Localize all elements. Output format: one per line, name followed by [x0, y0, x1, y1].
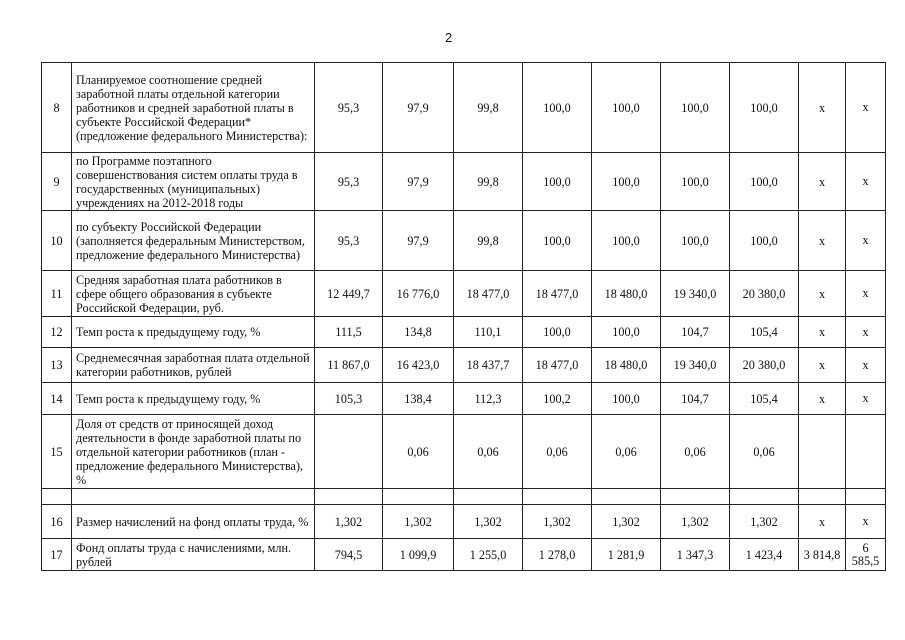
value-cell: 1,302 — [315, 505, 383, 539]
row-description — [72, 489, 315, 505]
value-cell: 1,302 — [730, 505, 799, 539]
value-cell: x — [846, 271, 886, 317]
value-cell — [315, 489, 383, 505]
row-description: Размер начислений на фонд оплаты труда, % — [72, 505, 315, 539]
value-cell: 100,0 — [523, 153, 592, 211]
value-cell: 100,0 — [592, 317, 661, 348]
value-cell: 0,06 — [592, 415, 661, 489]
value-cell — [730, 489, 799, 505]
value-cell: x — [799, 383, 846, 415]
value-cell: 794,5 — [315, 539, 383, 571]
value-cell: 0,06 — [661, 415, 730, 489]
value-cell — [523, 489, 592, 505]
row-number: 16 — [42, 505, 72, 539]
value-cell — [799, 489, 846, 505]
value-cell: 99,8 — [454, 153, 523, 211]
value-cell: x — [799, 271, 846, 317]
row-number: 14 — [42, 383, 72, 415]
value-cell: 20 380,0 — [730, 271, 799, 317]
value-cell: 105,4 — [730, 317, 799, 348]
value-cell: x — [846, 153, 886, 211]
value-cell: 100,0 — [661, 63, 730, 153]
value-cell: 0,06 — [730, 415, 799, 489]
value-cell — [799, 415, 846, 489]
value-cell: 1 099,9 — [383, 539, 454, 571]
value-cell: 20 380,0 — [730, 348, 799, 383]
row-description: Планируемое соотношение средней заработной платы отдельной категории работников и средней заработной платы в субъекте Российской Федерации*(предложение федерального Министерства): — [72, 63, 315, 153]
row-number: 10 — [42, 211, 72, 271]
value-cell: 1,302 — [383, 505, 454, 539]
value-cell: 110,1 — [454, 317, 523, 348]
value-cell: 100,0 — [592, 153, 661, 211]
value-cell — [315, 415, 383, 489]
value-cell: 18 480,0 — [592, 348, 661, 383]
value-cell: 111,5 — [315, 317, 383, 348]
value-cell: x — [846, 63, 886, 153]
value-cell: x — [799, 63, 846, 153]
value-cell: 138,4 — [383, 383, 454, 415]
table-row — [42, 383, 886, 415]
table-row — [42, 415, 886, 489]
row-number: 9 — [42, 153, 72, 211]
value-cell: x — [846, 211, 886, 271]
value-cell: 1 278,0 — [523, 539, 592, 571]
table-body — [42, 63, 886, 571]
row-number: 12 — [42, 317, 72, 348]
value-cell: 16 776,0 — [383, 271, 454, 317]
value-cell: 100,2 — [523, 383, 592, 415]
row-number: 11 — [42, 271, 72, 317]
value-cell: 104,7 — [661, 317, 730, 348]
table-row — [42, 153, 886, 211]
row-description: Доля от средств от приносящей доход деятельности в фонде заработной платы по отдельной категории работников (план - предложение федерального Министерства), % — [72, 415, 315, 489]
value-cell: 100,0 — [730, 63, 799, 153]
value-cell: 16 423,0 — [383, 348, 454, 383]
value-cell: 100,0 — [592, 211, 661, 271]
value-cell: 0,06 — [523, 415, 592, 489]
value-cell: x — [846, 348, 886, 383]
value-cell: 100,0 — [523, 63, 592, 153]
value-cell: 1 255,0 — [454, 539, 523, 571]
table-row — [42, 348, 886, 383]
value-cell: 11 867,0 — [315, 348, 383, 383]
value-cell — [454, 489, 523, 505]
table-row — [42, 539, 886, 571]
row-description: по субъекту Российской Федерации (заполняется федеральным Министерством, предложение федерального Министерства) — [72, 211, 315, 271]
value-cell — [592, 489, 661, 505]
value-cell: 99,8 — [454, 211, 523, 271]
row-description: Темп роста к предыдущему году, % — [72, 383, 315, 415]
value-cell: 105,3 — [315, 383, 383, 415]
value-cell — [383, 489, 454, 505]
value-cell: 19 340,0 — [661, 271, 730, 317]
row-description: Темп роста к предыдущему году, % — [72, 317, 315, 348]
table-row — [42, 505, 886, 539]
salary-indicators-table — [41, 62, 886, 571]
value-cell: 112,3 — [454, 383, 523, 415]
value-cell: 1 423,4 — [730, 539, 799, 571]
row-number: 15 — [42, 415, 72, 489]
table-row — [42, 63, 886, 153]
value-cell: 19 340,0 — [661, 348, 730, 383]
value-cell: 1 281,9 — [592, 539, 661, 571]
value-cell: 1,302 — [523, 505, 592, 539]
value-cell: 1,302 — [592, 505, 661, 539]
value-cell: 12 449,7 — [315, 271, 383, 317]
table-row — [42, 271, 886, 317]
value-cell — [846, 489, 886, 505]
value-cell: 100,0 — [523, 317, 592, 348]
value-cell: 3 814,8 — [799, 539, 846, 571]
value-cell: 95,3 — [315, 153, 383, 211]
row-number: 17 — [42, 539, 72, 571]
table-row — [42, 489, 886, 505]
value-cell: x — [799, 153, 846, 211]
value-cell: 100,0 — [592, 63, 661, 153]
value-cell — [846, 415, 886, 489]
value-cell: x — [846, 505, 886, 539]
value-cell: x — [846, 317, 886, 348]
row-description: Фонд оплаты труда с начислениями, млн. рублей — [72, 539, 315, 571]
value-cell: 1,302 — [661, 505, 730, 539]
table-row — [42, 211, 886, 271]
row-description: Среднемесячная заработная плата отдельной категории работников, рублей — [72, 348, 315, 383]
value-cell: 100,0 — [730, 153, 799, 211]
value-cell: 0,06 — [454, 415, 523, 489]
value-cell: 104,7 — [661, 383, 730, 415]
value-cell: 18 477,0 — [523, 348, 592, 383]
value-cell — [661, 489, 730, 505]
value-cell: 105,4 — [730, 383, 799, 415]
value-cell: 134,8 — [383, 317, 454, 348]
row-number — [42, 489, 72, 505]
value-cell: 95,3 — [315, 211, 383, 271]
row-description: Средняя заработная плата работников в сфере общего образования в субъекте Российской Федерации, руб. — [72, 271, 315, 317]
value-cell: 99,8 — [454, 63, 523, 153]
value-cell: 18 437,7 — [454, 348, 523, 383]
row-number: 13 — [42, 348, 72, 383]
value-cell: 100,0 — [730, 211, 799, 271]
value-cell: 100,0 — [661, 211, 730, 271]
row-description: по Программе поэтапного совершенствования систем оплаты труда в государственных (муниципальных) учреждениях на 2012-2018 годы — [72, 153, 315, 211]
row-number: 8 — [42, 63, 72, 153]
page-number: 2 — [445, 30, 453, 45]
value-cell: x — [799, 505, 846, 539]
value-cell: 18 480,0 — [592, 271, 661, 317]
value-cell: 0,06 — [383, 415, 454, 489]
value-cell: x — [799, 348, 846, 383]
value-cell: 100,0 — [592, 383, 661, 415]
value-cell: 97,9 — [383, 153, 454, 211]
value-cell: 97,9 — [383, 63, 454, 153]
value-cell: 1,302 — [454, 505, 523, 539]
value-cell: x — [846, 383, 886, 415]
value-cell: 6 585,5 — [846, 539, 886, 571]
value-cell: x — [799, 211, 846, 271]
value-cell: 1 347,3 — [661, 539, 730, 571]
value-cell: 95,3 — [315, 63, 383, 153]
value-cell: 97,9 — [383, 211, 454, 271]
value-cell: x — [799, 317, 846, 348]
value-cell: 100,0 — [661, 153, 730, 211]
value-cell: 100,0 — [523, 211, 592, 271]
value-cell: 18 477,0 — [523, 271, 592, 317]
value-cell: 18 477,0 — [454, 271, 523, 317]
table-row — [42, 317, 886, 348]
